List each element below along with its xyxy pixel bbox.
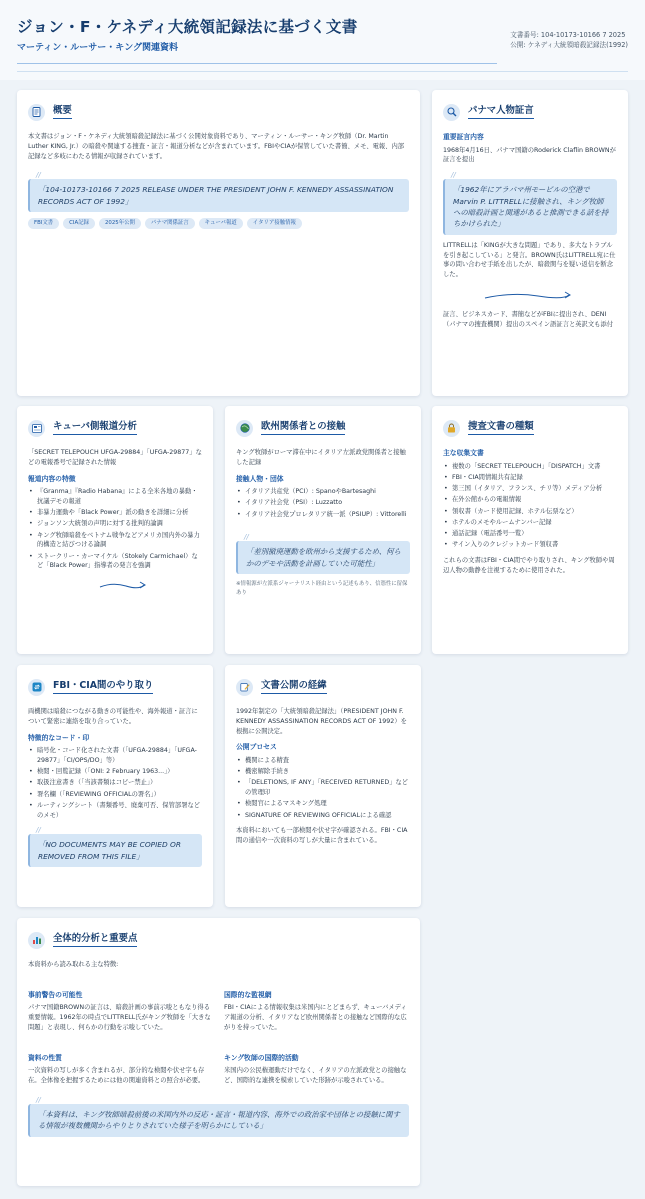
- analysis-block: [224, 1047, 409, 1090]
- release-section-heading: 公開プロセス: [236, 743, 277, 752]
- list-item: • 機関による精査: [236, 756, 410, 766]
- list-item: • 「DELETIONS, IF ANY」「RECEIVED RETURNED」などの管理印: [236, 778, 410, 798]
- types-footer: これらの文書はFBI・CIA間でやり取りされ、キング牧師や周辺人物の動静を注視するために使用された。: [443, 557, 615, 574]
- list-item: • ジョンソン大統領の声明に対する批判的論調: [28, 519, 202, 529]
- list-item: • イタリア社会党（PSI）: Luzzatto: [236, 498, 410, 508]
- list-item: • 署名欄（「REVIEWING OFFICIALの署名」）: [28, 790, 202, 800]
- analysis-block-heading: 資料の性質: [28, 1053, 62, 1062]
- analysis-title: 全体的分析と重要点: [53, 933, 137, 947]
- list-item: • イタリア社会党プロレタリア統一派（PSIUP）: Vittorelli: [236, 510, 410, 520]
- analysis-row-1: [28, 984, 409, 1037]
- fbi-cia-list: [28, 746, 202, 820]
- tag[interactable]: 2025年公開: [99, 218, 141, 229]
- release-info: 公開: ケネディ大統領暗殺記録法(1992): [510, 41, 628, 50]
- analysis-block-heading: 国際的な監視網: [224, 990, 272, 999]
- release-card: [225, 665, 421, 907]
- analysis-block: [224, 984, 409, 1037]
- types-section-heading: 主な収集文書: [443, 449, 484, 457]
- europe-note: ※情報源が左派系ジャーナリスト経由という記述もあり、信憑性に留保あり: [236, 581, 408, 596]
- page-subtitle: マーティン・ルーサー・キング関連資料: [17, 43, 179, 53]
- list-item: • 非暴力運動や「Black Power」派の動きを詳細に分析: [28, 508, 202, 518]
- magnifier-icon: [443, 104, 460, 121]
- list-item: • 検閲官によるマスキング処理: [236, 799, 410, 809]
- europe-quote: // 「差別撤廃運動を欧州から支援するため、何らかのデモや活動を計画していた可能性」: [236, 541, 410, 574]
- analysis-intro: 本資料から読み取れる主な特徴:: [28, 961, 119, 968]
- release-intro: 1992年制定の「大統領暗殺記録法」（PRESIDENT JOHN F. KENNEDY ASSASSINATION RECORDS ACT OF 1992）を根拠に公開決定。: [236, 708, 407, 735]
- analysis-row-2: [28, 1047, 409, 1090]
- cuba-section-heading: 報道内容の特徴: [28, 474, 76, 483]
- list-item: • サイン入りのクレジットカード領収書: [443, 540, 617, 550]
- analysis-block-body: 米国内の公民権運動だけでなく、イタリアの左派政党との接触など、国際的な連携を模索していた形跡が示唆されている。: [224, 1067, 407, 1084]
- lock-icon: [443, 420, 460, 437]
- list-item: • ルーティングシート（書類番号、廃棄可否、保管部署などのメモ）: [28, 801, 202, 821]
- analysis-block-body: パナマ国籍BROWNの証言は、暗殺計画の事前示唆ともなり得る重要情報。1962年の時点でLITTRELL氏がキング牧師を「大きな問題」と表現し、何らかの行動を示唆していた。: [28, 1004, 211, 1031]
- list-item: • 第三国（イタリア、フランス、チリ等）メディア分析: [443, 484, 617, 494]
- analysis-block-body: 一次資料の写しが多く含まれるが、部分的な検閲や伏せ字も存在。全体像を把握するためには他の関連資料との照合が必要。: [28, 1067, 205, 1084]
- europe-title: 欧州関係者との接触: [261, 421, 345, 435]
- panama-title: パナマ人物証言: [468, 105, 534, 119]
- cuba-intro: 「SECRET TELEPOUCH UFGA-29884」「UFGA-29877」などの電報番号で記録された情報: [28, 449, 202, 466]
- list-item: • 複数の「SECRET TELEPOUCH」「DISPATCH」文書: [443, 462, 617, 472]
- decorative-arrow-icon: [98, 581, 148, 591]
- release-footer: 本資料においても一部検閲や伏せ字が確認される。FBI・CIA間の通信や一次資料の写しが大量に含まれている。: [236, 827, 408, 845]
- globe-icon: [236, 420, 253, 437]
- overview-card: [17, 90, 420, 396]
- panama-card: [432, 90, 628, 396]
- list-item: • 領収書（カード使用記録、ホテル伝票など）: [443, 507, 617, 517]
- fbi-cia-card: [17, 665, 213, 907]
- europe-list: [236, 487, 410, 519]
- list-item: • ストークリー・カーマイケル（Stokely Carmichael）など「Black Power」指導者の発言を強調: [28, 552, 202, 572]
- tag[interactable]: FBI文書: [28, 218, 59, 229]
- analysis-block: [28, 1047, 213, 1090]
- overview-body: 本文書はジョン・F・ケネディ大統領暗殺記録法に基づく公開対象資料であり、マーティン・ルーサー・キング牧師（Dr. Martin Luther KING, Jr.）の暗殺や関連する捜査・証言・報道分析などが含まれています。FBIやCIAが保管していた書簡、メモ、電報、内部記録など多岐にわたる情報が収録されています。: [28, 133, 405, 160]
- analysis-block-heading: キング牧師の国際的活動: [224, 1053, 299, 1062]
- tag[interactable]: CIA記録: [63, 218, 95, 229]
- pen-icon: [236, 679, 253, 696]
- list-item: • 通話記録（電話番号一覧）: [443, 529, 617, 539]
- europe-section-heading: 接触人物・団体: [236, 474, 284, 483]
- panama-intro: 1968年4月16日、パナマ国籍のRoderick Claflin BROWNが証言を提出: [443, 146, 616, 164]
- list-item: • 機密解除手続き: [236, 767, 410, 777]
- panama-quote: // 「1962年にアラバマ州モービルの空港でMarvin P. LITTRELLに接触され、キング牧師への暗殺計画と関連があると推測できる話を持ちかけられた」: [443, 179, 617, 235]
- types-title: 捜査文書の種類: [468, 421, 534, 435]
- types-card: [432, 406, 628, 654]
- fbi-cia-quote: // 「NO DOCUMENTS MAY BE COPIED OR REMOVED FROM THIS FILE」: [28, 834, 202, 867]
- panama-footer: 証言、ビジネスカード、書簡などがFBIに提出され、DENI（パナマの捜査機関）提出のスペイン語証言と英訳文も添付: [443, 310, 614, 328]
- cuba-list: [28, 487, 202, 571]
- analysis-block: [28, 984, 213, 1037]
- list-item: • 暗号化・コード化された文書（「UFGA-29884」「UFGA-29877」「CI/OPS/DO」等）: [28, 746, 202, 766]
- list-item: • イタリア共産党（PCI）: SpanoやBartesaghi: [236, 487, 410, 497]
- fbi-cia-section-heading: 特徴的なコード・印: [28, 733, 90, 742]
- newspaper-icon: [28, 420, 45, 437]
- europe-card: [225, 406, 421, 654]
- overview-quote: // 「104-10173-10166 7 2025 RELEASE UNDER THE PRESIDENT JOHN F. KENNEDY ASSASSINATION RECORDS ACT OF 1992」: [28, 179, 409, 212]
- header-divider: [17, 63, 497, 64]
- analysis-block-body: FBI・CIAによる情報収集は米国内にとどまらず、キューバメディア報道の分析、イタリアなど欧州関係者との接触など国際的な広がりを持っていた。: [224, 1004, 407, 1031]
- decorative-arrow-icon: [483, 290, 573, 302]
- cuba-card: [17, 406, 213, 654]
- tag[interactable]: キューバ報道: [199, 218, 243, 229]
- cuba-title: キューバ側報道分析: [53, 421, 137, 435]
- header-divider-secondary: [17, 71, 628, 72]
- analysis-card: [17, 918, 420, 1186]
- page-title: ジョン・F・ケネディ大統領記録法に基づく文書: [17, 18, 358, 36]
- tag[interactable]: イタリア接触情報: [247, 218, 302, 229]
- overview-tags: [28, 218, 409, 229]
- list-item: • 検閲・回覧記録（「ONI: 2 February 1963...」）: [28, 767, 202, 777]
- list-item: • キング牧師暗殺をベトナム戦争などアメリカ国内外の暴力的構造と結びつける論調: [28, 531, 202, 551]
- document-meta: [510, 30, 628, 50]
- analysis-block-heading: 事前警告の可能性: [28, 990, 83, 999]
- document-icon: [28, 104, 45, 121]
- analysis-quote: // 「本資料は、キング牧師暗殺前後の米国内外の反応・証言・報道内容、海外での政治家や団体との接触に関する情報が複数機関からやりとりされていた様子を明らかにしている」: [28, 1104, 409, 1137]
- fbi-cia-intro: 両機関は暗殺につながる動きの可能性や、海外報道・証言について緊密に連絡を取り合っていた。: [28, 708, 198, 725]
- tag[interactable]: パナマ関係証言: [145, 218, 195, 229]
- types-list: [443, 462, 617, 551]
- list-item: • SIGNATURE OF REVIEWING OFFICIALによる確認: [236, 811, 410, 821]
- exchange-icon: [28, 679, 45, 696]
- release-title: 文書公開の経緯: [261, 680, 327, 694]
- list-item: • 在外公館からの電報情報: [443, 495, 617, 505]
- panama-section-heading: 重要証言内容: [443, 133, 484, 141]
- panama-body: LITTRELLは「KINGが大きな問題」であり、多大なトラブルを引き起こしている」と発言。BROWN氏はLITTRELL宛に仕事の問い合わせ手紙を出したが、暗殺関与を疑い返信を断念した。: [443, 241, 616, 279]
- release-list: [236, 756, 410, 821]
- list-item: • FBI・CIA間情報共有記録: [443, 473, 617, 483]
- page-header: [0, 0, 645, 80]
- fbi-cia-title: FBI・CIA間のやり取り: [53, 680, 153, 694]
- list-item: • 『Granma』『Radio Habana』による全米各地の暴動・抗議デモの報道: [28, 487, 202, 507]
- list-item: • ホテルのメモやルームナンバー記録: [443, 518, 617, 528]
- doc-number: 文書番号: 104-10173-10166 7 2025: [510, 31, 626, 39]
- bar-chart-icon: [28, 932, 45, 949]
- list-item: • 取扱注意書き（「当該書類はコピー禁止」）: [28, 778, 202, 788]
- europe-intro: キング牧師がローマ滞在中にイタリア左派政党関係者と接触した記録: [236, 449, 406, 466]
- overview-title: 概要: [53, 105, 72, 119]
